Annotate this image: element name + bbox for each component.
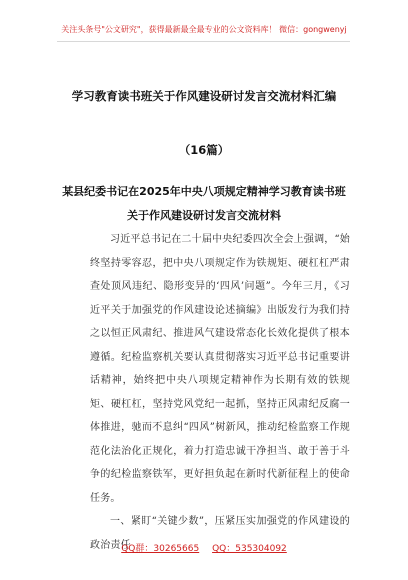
article-title: 某县纪委书记在2025年中央八项规定精神学习教育读书班关于作风建设研讨发言交流材料 xyxy=(62,185,346,222)
body-paragraph: 习近平总书记在二十届中央纪委四次全会上强调，“始终坚持零容忍，把中央八项规定作为铁规矩、硬杠杠严肃查处顶风违纪、隐形变异的‘四风’问题”。今年三月，《习近平关于加强党的作风建设论述摘编》出版发行为我们持之以恒正风肃纪、推进风气建设常态化长效化提供了根本遵循。纪检监察机关要认真贯彻落实习近平总书记重要讲话精神，始终把中央八项规定精神作为长期有效的铁规矩、硬杠杠，坚持党风党纪一起抓，坚持正风肃纪反腐一体推进，驰而不息纠“四风”树新风，推动纪检监察工作规范化法治化正规化，着力打造忠诚干净担当、敢于善于斗争的纪检监察铁军，更好担负起在新时代新征程上的使命任务。 xyxy=(90,234,350,504)
header-divider xyxy=(57,41,350,42)
header-note: 关注头条号"公文研究"，获得最新最全最专业的公文资料库！ 微信：gongwenyj xyxy=(61,25,347,34)
qq-contact-link[interactable]: QQ：535304092 xyxy=(212,544,287,554)
document-title: 学习教育读书班关于作风建设研讨发言交流材料汇编（16篇） xyxy=(71,89,337,157)
footer-contact xyxy=(0,541,408,554)
qq-group-link[interactable]: QQ群：30265665 xyxy=(121,544,200,554)
section-heading: 一、紧盯“关键少数”，压紧压实加强党的作风建设的政治责任 xyxy=(90,516,350,551)
article-body xyxy=(90,228,350,557)
